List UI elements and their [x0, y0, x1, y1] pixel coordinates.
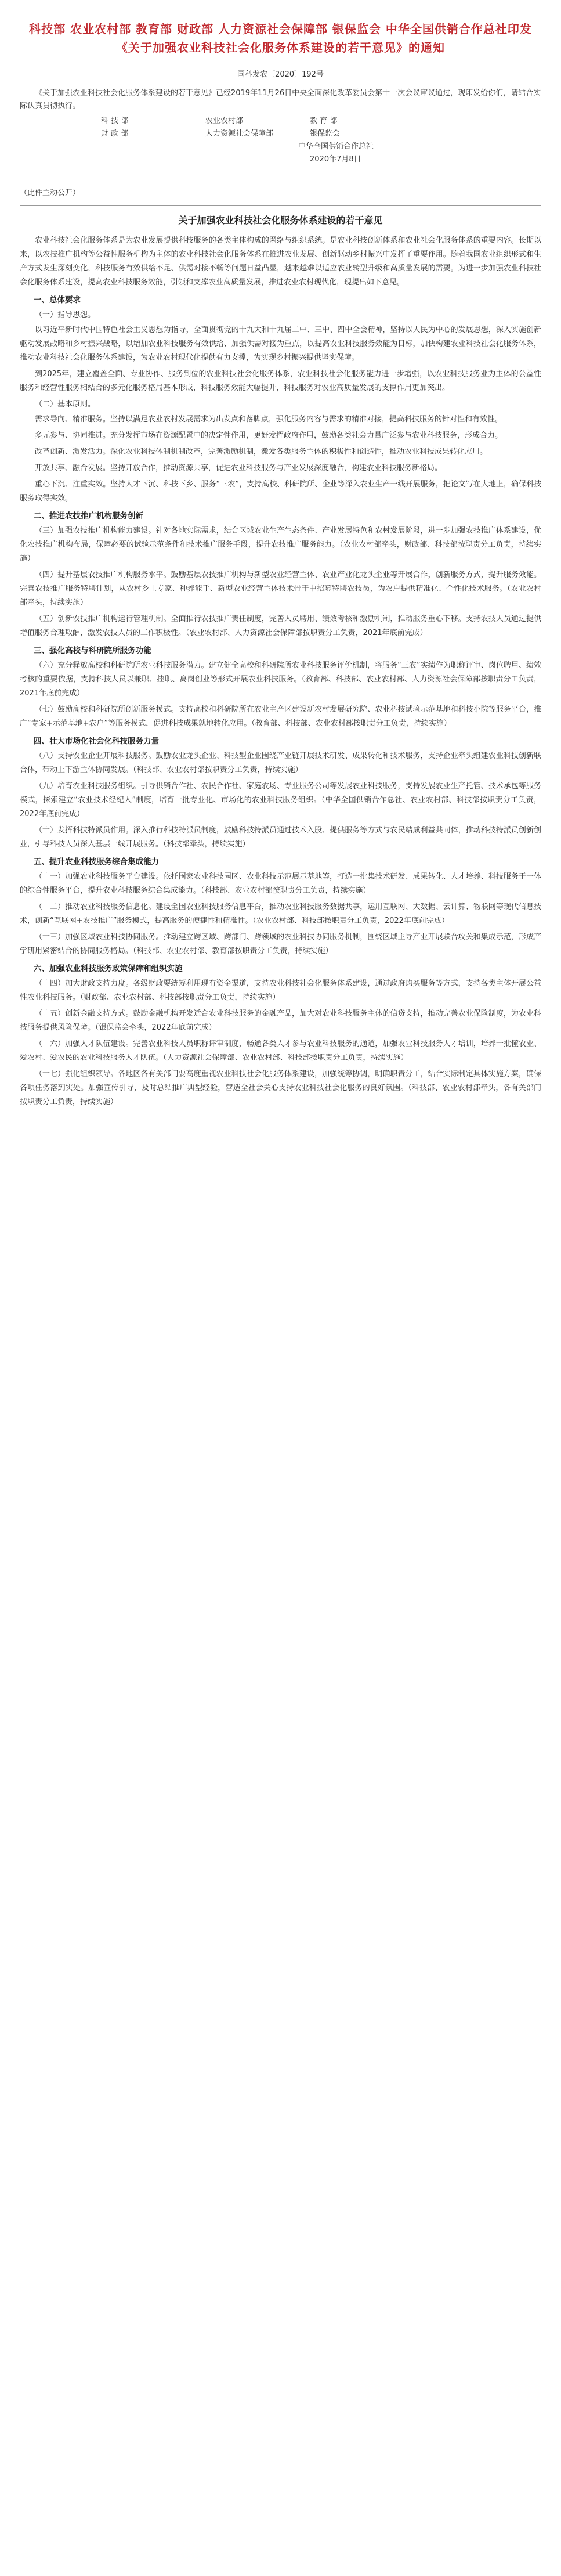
section-heading: 三、强化高校与科研院所服务功能 [34, 646, 151, 655]
org-row [101, 128, 541, 140]
section-heading: 六、加强农业科技服务政策保障和组织实施 [34, 964, 183, 973]
publish-note: （此件主动公开） [20, 189, 81, 197]
paragraph: （十七）强化组织领导。各地区各有关部门要高度重视农业科技社会化服务体系建设，加强统筹协调，明确职责分工，结合实际制定具体实施方案，确保各项任务落到实处。加强宣传引导，及时总结推广典型经验，营造全社会关心支持农业科技社会化服务的良好氛围。（科技部、农业农村部牵头，各有关部门按职责分工负责，持续实施） [20, 1070, 541, 1106]
notice-title: 科技部 农业农村部 教育部 财政部 人力资源社会保障部 银保监会 中华全国供销合作总社印发《关于加强农业科技社会化服务体系建设的若干意见》的通知 [29, 22, 532, 55]
org-name: 银保监会 [310, 129, 341, 138]
org-name: 财 政 部 [101, 129, 129, 138]
paragraph: 重心下沉、注重实效。坚持人才下沉、科技下乡、服务“三农”，支持高校、科研院所、企业等深入农业生产一线开展服务，把论文写在大地上，确保科技服务取得实效。 [20, 480, 541, 503]
notice-lead: 《关于加强农业科技社会化服务体系建设的若干意见》已经2019年11月26日中央全面深化改革委员会第十一次会议审议通过，现印发给你们，请结合实际认真贯彻执行。 [20, 89, 541, 110]
paragraph: （十四）加大财政支持力度。各级财政要统筹利用现有资金渠道，支持农业科技社会化服务体系建设，通过政府购买服务等方式，支持各类主体开展公益性农业科技服务。（财政部、农业农村部、科技部按职责分工负责，持续实施） [20, 979, 541, 1002]
paragraph: （九）培育农业科技服务组织。引导供销合作社、农民合作社、家庭农场、专业服务公司等发展农业科技服务，支持发展农业生产托管、技术承包等服务模式，探索建立“农业技术经纪人”制度，培育一批专业化、市场化的农业科技服务组织。（中华全国供销合作总社、农业农村部、科技部按职责分工负责，2022年底前完成） [20, 782, 541, 818]
divider [20, 205, 541, 206]
document-number: 国科发农〔2020〕192号 [237, 70, 324, 79]
org-name: 中华全国供销合作总社 [298, 142, 374, 151]
org-name: 科 技 部 [101, 117, 129, 125]
paragraph: （七）鼓励高校和科研院所创新服务模式。支持高校和科研院所在农业主产区建设新农村发展研究院、农业科技试验示范基地和科技小院等服务平台，推广“专家+示范基地+农户”等服务模式，促进科技成果就地转化应用。（教育部、科技部、农业农村部按职责分工负责，持续实施） [20, 705, 541, 728]
issuing-organizations [20, 115, 541, 153]
paragraph: （十五）创新金融支持方式。鼓励金融机构开发适合农业科技服务的金融产品，加大对农业科技服务主体的信贷支持，推动完善农业保险制度，为农业科技服务提供风险保障。（银保监会牵头，2022年底前完成） [20, 1009, 541, 1032]
section-heading: 一、总体要求 [34, 295, 81, 305]
paragraph: 改革创新、激发活力。深化农业科技体制机制改革，完善激励机制，激发各类服务主体的积极性和创造性，推动农业科技成果转化应用。 [35, 448, 488, 456]
paragraph: （五）创新农技推广机构运行管理机制。全面推行农技推广责任制度，完善人员聘用、绩效考核和激励机制，推动服务重心下移。支持农技人员通过提供增值服务合理取酬，激发农技人员的工作积极性。（农业农村部、人力资源社会保障部按职责分工负责，2021年底前完成） [20, 615, 541, 637]
paragraph: 多元参与、协同推进。充分发挥市场在资源配置中的决定性作用，更好发挥政府作用，鼓励各类社会力量广泛参与农业科技服务，形成合力。 [35, 431, 503, 440]
paragraph: 农业科技社会化服务体系是为农业发展提供科技服务的各类主体构成的网络与组织系统。是农业科技创新体系和农业社会化服务体系的重要内容。长期以来，以农技推广机构等公益性服务机构为主体的农业科技社会化服务体系在推进农业发展、创新驱动乡村振兴中发挥了重要作用。随着我国农业组织形式和生产方式发生深刻变化，科技服务有效供给不足、供需对接不畅等问题日益凸显，越来越难以适应农业转型升级和高质量发展的需要。为进一步加强农业科技社会化服务体系建设，提高农业科技服务效能，引领和支撑农业高质量发展，推进农业农村现代化，现提出如下意见。 [20, 236, 541, 287]
section-heading: 五、提升农业科技服务综合集成能力 [34, 857, 159, 867]
paragraph: （十六）加强人才队伍建设。完善农业科技人员职称评审制度，畅通各类人才参与农业科技服务的通道，加强农业科技服务人才培训，培养一批懂农业、爱农村、爱农民的农业科技服务人才队伍。（人力资源社会保障部、农业农村部、科技部按职责分工负责，持续实施） [20, 1040, 541, 1062]
paragraph: （十一）加强农业科技服务平台建设。依托国家农业科技园区、农业科技示范展示基地等，打造一批集技术研发、成果转化、人才培养、科技服务于一体的综合性服务平台，提升农业科技服务综合集成能力。（科技部、农业农村部按职责分工负责，持续实施） [20, 872, 541, 895]
article-body [20, 293, 541, 1109]
org-row [101, 115, 541, 128]
paragraph: （三）加强农技推广机构能力建设。针对各地实际需求，结合区域农业生产生态条件、产业发展特色和农村发展阶段，进一步加强农技推广体系建设，优化农技推广机构布局，保障必要的试验示范条件和技术推广服务手段，提升农技推广服务能力。（农业农村部牵头，财政部、科技部按职责分工负责，持续实施） [20, 526, 541, 563]
paragraph: 以习近平新时代中国特色社会主义思想为指导，全面贯彻党的十九大和十九届二中、三中、四中全会精神，坚持以人民为中心的发展思想，深入实施创新驱动发展战略和乡村振兴战略，以增加农业科技服务有效供给、加强供需对接为重点，以提高农业科技服务效能为目标，加快构建农业科技社会化服务体系，推动农业科技社会化服务体系建设，为农业农村现代化提供有力支撑，为实现乡村振兴提供坚实保障。 [20, 326, 541, 362]
org-name: 教 育 部 [310, 117, 338, 125]
subsection-heading: （一）指导思想。 [35, 311, 96, 319]
org-name: 农业农村部 [205, 117, 244, 125]
paragraph: （十）发挥科技特派员作用。深入推行科技特派员制度，鼓励科技特派员通过技术入股、提供服务等方式与农民结成利益共同体，推动科技特派员创新创业，引导科技人员深入基层一线开展服务。（科技部牵头，持续实施） [20, 826, 541, 849]
paragraph: 需求导向、精准服务。坚持以满足农业农村发展需求为出发点和落脚点，强化服务内容与需求的精准对接，提高科技服务的针对性和有效性。 [35, 415, 503, 424]
org-name: 人力资源社会保障部 [205, 129, 274, 138]
section-heading: 四、壮大市场化社会化科技服务力量 [34, 737, 159, 746]
article-title: 关于加强农业科技社会化服务体系建设的若干意见 [178, 215, 383, 226]
paragraph: （十三）加强区域农业科技协同服务。推动建立跨区域、跨部门、跨领域的农业科技协同服务机制，围绕区域主导产业开展联合攻关和集成示范，形成产学研用紧密结合的协同服务格局。（科技部、农业农村部、教育部按职责分工负责，持续实施） [20, 933, 541, 955]
paragraph: （十二）推动农业科技服务信息化。建设全国农业科技服务信息平台，推动农业科技服务数据共享，运用互联网、大数据、云计算、物联网等现代信息技术，创新“互联网+农技推广”服务模式，提高服务的便捷性和精准性。（农业农村部、科技部按职责分工负责，2022年底前完成） [20, 903, 541, 925]
paragraph: （六）充分释放高校和科研院所农业科技服务潜力。建立健全高校和科研院所农业科技服务评价机制，将服务“三农”实绩作为职称评审、岗位聘用、绩效考核的重要依据，支持科技人员以兼职、挂职、离岗创业等形式开展农业科技服务。（教育部、科技部、农业农村部、人力资源社会保障部按职责分工负责，2021年底前完成） [20, 661, 541, 698]
paragraph: 开放共享、融合发展。坚持开放合作，推动资源共享，促进农业科技服务与产业发展深度融合，构建农业科技服务新格局。 [35, 464, 443, 472]
issue-date: 2020年7月8日 [310, 155, 361, 164]
article-intro [20, 234, 541, 290]
paragraph: （四）提升基层农技推广机构服务水平。鼓励基层农技推广机构与新型农业经营主体、农业产业化龙头企业等开展合作，创新服务方式，提升服务效能。完善农技推广服务特聘计划，从农村乡土专家、种养能手、新型农业经营主体技术骨干中招募特聘农技员，为农户提供精准化、个性化技术服务。（农业农村部牵头，持续实施） [20, 571, 541, 607]
paragraph: （八）支持农业企业开展科技服务。鼓励农业龙头企业、科技型企业围绕产业链开展技术研发、成果转化和技术服务，支持企业牵头组建农业科技创新联合体，带动上下游主体协同发展。（科技部、农业农村部按职责分工负责，持续实施） [20, 752, 541, 774]
subsection-heading: （二）基本原则。 [35, 400, 96, 409]
paragraph: 到2025年，建立覆盖全面、专业协作、服务到位的农业科技社会化服务体系，农业科技社会化服务能力进一步增强，以农业科技服务业为主体的公益性服务和经营性服务相结合的多元化服务格局基本形成，科技服务效能大幅提升，科技服务对农业高质量发展的支撑作用更加突出。 [20, 370, 541, 392]
section-heading: 二、推进农技推广机构服务创新 [34, 511, 143, 521]
